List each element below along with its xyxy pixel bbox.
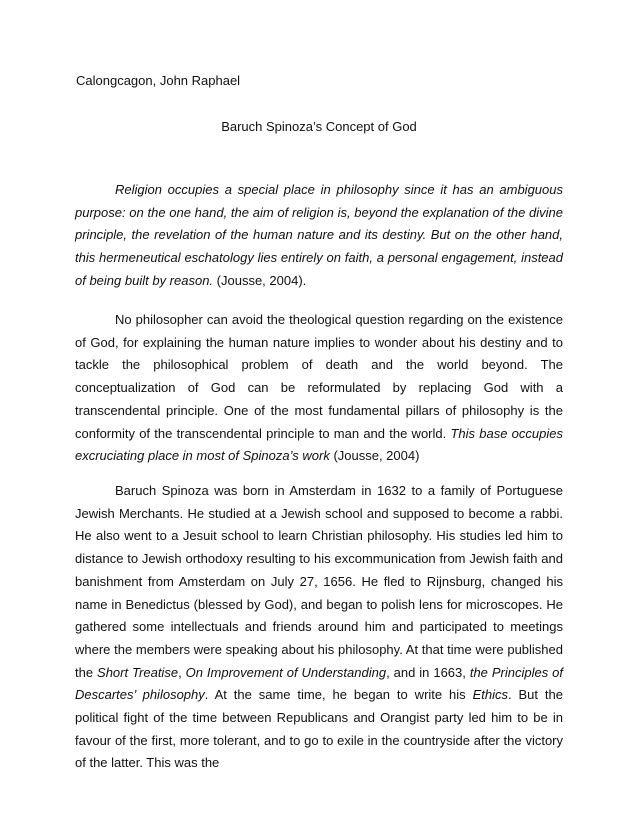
text-segment: (Jousse, 2004).	[213, 272, 307, 288]
author-name: Calongcagon, John Raphael	[76, 73, 241, 88]
paragraph-religion	[75, 179, 563, 293]
text-segment: Short Treatise	[97, 664, 179, 680]
text-segment: On Improvement of Understanding	[185, 664, 387, 680]
text-segment: . At the same time, he began to write his	[204, 687, 473, 703]
text-segment: No philosopher can avoid the theological question regarding on the existence of God, for explaining the human nature implies to wonder about his destiny and to tackle the philosophical problem of death and the world beyond. The conceptualization of God can be reformulated by replacing God with a transcendental principle. One of the most fundamental pillars of philosophy is the conformity of the transcendental principle to man and the world.	[75, 312, 563, 441]
text-segment: This base occupies excruciating place in most of Spinoza’s work	[75, 425, 563, 464]
document-title: Baruch Spinoza’s Concept of God	[221, 119, 417, 134]
text-segment: . But the political fight of the time between Republicans and Orangist party led him to be in favour of the first, more tolerant, and to go to exile in the countryside after the victory of the latter. This was the	[75, 687, 563, 771]
paragraph-theology	[75, 309, 563, 468]
text-segment: ,	[178, 664, 186, 680]
text-segment: Religion occupies a special place in philosophy since it has an ambiguous purpose: on the one hand, the aim of religion is, beyond the explanation of the divine principle, the revelation of the human nature and its destiny. But on the other hand, this hermeneutical eschatology lies entirely on faith, a personal engagement, instead of being built by reason.	[75, 182, 563, 288]
paragraph-biography	[75, 480, 563, 775]
text-segment: Baruch Spinoza was born in Amsterdam in 1632 to a family of Portuguese Jewish Merchants. He studied at a Jewish school and supposed to become a rabbi. He also went to a Jesuit school to learn Christian philosophy. His studies led him to distance to Jewish orthodoxy resulting to his excommunication from Jewish faith and banishment from Amsterdam on July 27, 1656. He fled to Rijnsburg, changed his name in Benedictus (blessed by God), and began to polish lens for microscopes. He gathered some intellectuals and friends around him and participated to meetings where the members were speaking about his philosophy. At that time were published the	[75, 483, 563, 680]
text-segment: Ethics	[472, 687, 508, 703]
text-segment: the Principles of Descartes’ philosophy	[75, 664, 563, 703]
text-segment: , and in 1663,	[386, 664, 470, 680]
text-segment: (Jousse, 2004)	[329, 448, 420, 464]
